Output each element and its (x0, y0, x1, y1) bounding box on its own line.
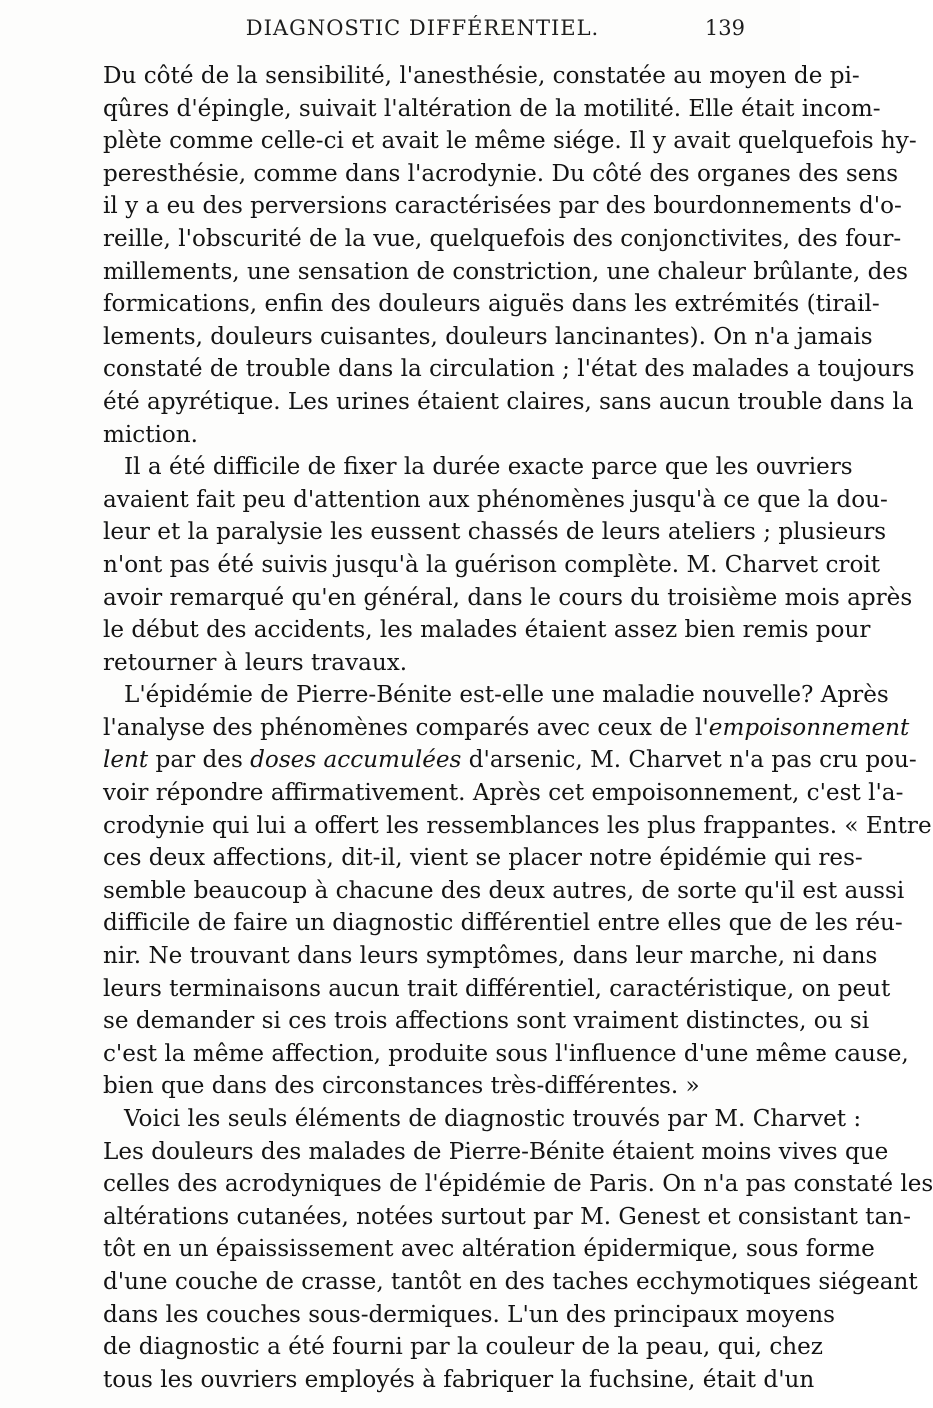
text-segment: dans les couches sous-dermiques. L'un des principaux moyens (103, 1301, 835, 1328)
text-line (103, 158, 899, 191)
text-segment: c'est la même affection, produite sous l'influence d'une même cause, (103, 1040, 909, 1067)
text-segment: Voici les seuls éléments de diagnostic trouvés par M. Charvet : (124, 1106, 862, 1132)
text-segment: plète comme celle-ci et avait le même siége. Il y avait quelquefois hy- (103, 128, 917, 155)
text-segment: avoir remarqué qu'en général, dans le cours du troisième mois après (103, 584, 913, 611)
text-line (103, 810, 932, 843)
text-line (103, 549, 881, 582)
page-number: 139 (704, 16, 745, 40)
text-segment: se demander si ces trois affections sont vraiment distinctes, ou si (103, 1008, 870, 1035)
text-line (103, 582, 913, 615)
text-line (103, 516, 887, 549)
text-line (103, 223, 902, 256)
text-line (103, 1005, 870, 1038)
text-segment: Les douleurs des malades de Pierre-Bénite étaient moins vives que (103, 1138, 889, 1165)
text-segment: reille, l'obscurité de la vue, quelquefois des conjonctivites, des four- (103, 225, 902, 252)
text-segment: leur et la paralysie les eussent chassés de leurs ateliers ; plusieurs (103, 519, 887, 546)
text-line (103, 60, 860, 93)
text-segment: constaté de trouble dans la circulation ; l'état des malades a toujours (103, 356, 915, 383)
text-line (103, 907, 903, 940)
text-line (103, 484, 888, 517)
text-segment: celles des acrodyniques de l'épidémie de Paris. On n'a pas constaté les (103, 1171, 933, 1198)
text-line (103, 1364, 815, 1397)
text-line (103, 321, 873, 354)
text-segment: par des (148, 747, 251, 774)
text-line (103, 419, 743, 452)
text-line (103, 1136, 889, 1169)
text-segment: voir répondre affirmativement. Après cet empoisonnement, c'est l'a- (103, 780, 904, 807)
text-segment: été apyrétique. Les urines étaient claires, sans aucun trouble dans la (103, 388, 914, 415)
text-line (103, 647, 743, 680)
text-segment: crodynie qui lui a offert les ressemblances les plus frappantes. « Entre (103, 812, 932, 839)
text-segment: altérations cutanées, notées surtout par M. Genest et consistant tan- (103, 1203, 911, 1230)
text-line (103, 875, 905, 908)
running-title: DIAGNOSTIC DIFFÉRENTIEL. (245, 16, 600, 40)
text-line (103, 744, 917, 777)
italic-text: lent (103, 747, 149, 774)
text-segment: difficile de faire un diagnostic différentiel entre elles que de les réu- (103, 910, 903, 937)
text-line (103, 288, 880, 321)
text-segment: peresthésie, comme dans l'acrodynie. Du côté des organes des sens (103, 160, 899, 187)
text-segment: d'arsenic, M. Charvet n'a pas cru pou- (461, 747, 917, 774)
text-line (103, 1103, 862, 1136)
text-line (103, 190, 902, 223)
text-segment: de diagnostic a été fourni par la couleur de la peau, qui, chez (103, 1334, 823, 1361)
text-segment: ces deux affections, dit-il, vient se placer notre épidémie qui res- (103, 845, 863, 872)
running-head (100, 16, 745, 56)
text-segment: tôt en un épaississement avec altération épidermique, sous forme (103, 1236, 875, 1263)
text-line (103, 256, 908, 289)
text-segment: qûres d'épingle, suivait l'altération de la motilité. Elle était incom- (103, 95, 881, 122)
text-segment: Du côté de la sensibilité, l'anesthésie, constatée au moyen de pi- (103, 63, 860, 89)
text-line (103, 1299, 835, 1332)
text-segment: lements, douleurs cuisantes, douleurs lancinantes). On n'a jamais (103, 323, 873, 350)
text-segment: millements, une sensation de constriction, une chaleur brûlante, des (103, 258, 908, 285)
text-segment: leurs terminaisons aucun trait différentiel, caractéristique, on peut (103, 975, 891, 1002)
text-line (103, 93, 881, 126)
italic-text: doses accumulées (250, 747, 462, 774)
text-line (103, 353, 915, 386)
text-segment: d'une couche de crasse, tantôt en des taches ecchymotiques siégeant (103, 1268, 918, 1295)
text-line (103, 712, 910, 745)
text-line (103, 1038, 909, 1071)
text-line (103, 1233, 875, 1266)
text-line (103, 940, 878, 973)
text-line (103, 777, 904, 810)
text-segment: le début des accidents, les malades étaient assez bien remis pour (103, 617, 871, 644)
italic-text: empoisonnement (708, 714, 910, 741)
body-text (103, 60, 933, 1396)
text-segment: nir. Ne trouvant dans leurs symptômes, dans leur marche, ni dans (103, 943, 878, 970)
text-line (103, 973, 891, 1006)
text-segment: il y a eu des perversions caractérisées par des bourdonnements d'o- (103, 193, 902, 220)
text-segment: L'épidémie de Pierre-Bénite est-elle une maladie nouvelle? Après (124, 682, 889, 709)
text-line (103, 125, 917, 158)
text-line (103, 1168, 933, 1201)
text-line (103, 386, 914, 419)
text-segment: tous les ouvriers employés à fabriquer la fuchsine, était d'un (103, 1366, 815, 1393)
text-segment: retourner à leurs travaux. (103, 649, 408, 676)
text-line (103, 1201, 911, 1234)
text-line (103, 842, 863, 875)
text-line (103, 679, 889, 712)
text-segment: n'ont pas été suivis jusqu'à la guérison complète. M. Charvet croit (103, 551, 881, 578)
text-segment: miction. (103, 421, 199, 448)
text-segment: bien que dans des circonstances très-différentes. » (103, 1073, 700, 1100)
text-line (103, 1070, 743, 1103)
text-segment: l'analyse des phénomènes comparés avec ceux de l' (103, 714, 709, 741)
text-line (103, 614, 871, 647)
text-line (103, 1266, 918, 1299)
text-line (103, 1331, 823, 1364)
text-segment: semble beaucoup à chacune des deux autres, de sorte qu'il est aussi (103, 877, 905, 904)
text-segment: formications, enfin des douleurs aiguës dans les extrémités (tirail- (103, 291, 880, 318)
text-line (103, 451, 853, 484)
text-segment: avaient fait peu d'attention aux phénomènes jusqu'à ce que la dou- (103, 486, 888, 513)
text-segment: Il a été difficile de fixer la durée exacte parce que les ouvriers (124, 454, 853, 481)
